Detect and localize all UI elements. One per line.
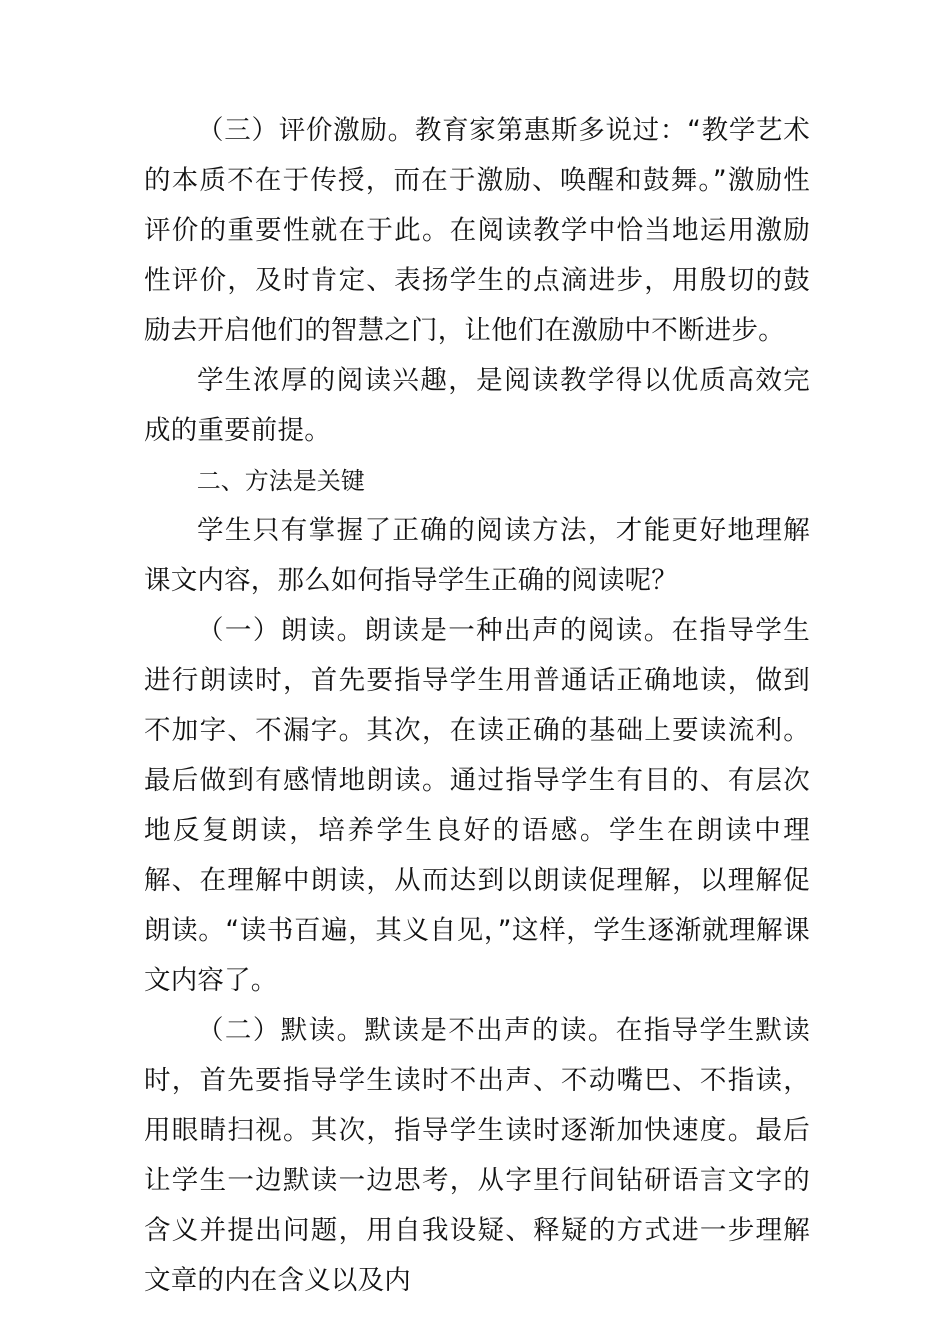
paragraph-reading-aloud: （一）朗读。朗读是一种出声的阅读。在指导学生进行朗读时，首先要指导学生用普通话正确地读，做到不加字、不漏字。其次，在读正确的基础上要读流利。最后做到有感情地朗读。通过指导学生有目的、有层次地反复朗读，培养学生良好的语感。学生在朗读中理解、在理解中朗读，从而达到以朗读促理解，以理解促朗读。“读书百遍，其义自见，”这样，学生逐渐就理解课文内容了。 — [144, 615, 810, 996]
paragraph-silent-reading: （二）默读。默读是不出声的读。在指导学生默读时，首先要指导学生读时不出声、不动嘴巴、不指读，用眼睛扫视。其次，指导学生读时逐渐加快速度。最后让学生一边默读一边思考，从字里行间钻研语言文字的含义并提出问题，用自我设疑、释疑的方式进一步理解文章的内在含义以及内 — [144, 1015, 810, 1296]
section-heading-method: 二、方法是关键 — [196, 467, 365, 495]
paragraph-method-intro: 学生只有掌握了正确的阅读方法，才能更好地理解课文内容，那么如何指导学生正确的阅读呢？ — [144, 515, 810, 596]
paragraph-evaluation-incentive: （三）评价激励。教育家第惠斯多说过：“教学艺术的本质不在于传授，而在于激励、唤醒和鼓舞。”激励性评价的重要性就在于此。在阅读教学中恰当地运用激励性评价，及时肯定、表扬学生的点滴进步，用殷切的鼓励去开启他们的智慧之门，让他们在激励中不断进步。 — [144, 115, 810, 346]
paragraph-reading-interest-summary: 学生浓厚的阅读兴趣，是阅读教学得以优质高效完成的重要前提。 — [144, 365, 810, 446]
document-body — [144, 106, 810, 1306]
